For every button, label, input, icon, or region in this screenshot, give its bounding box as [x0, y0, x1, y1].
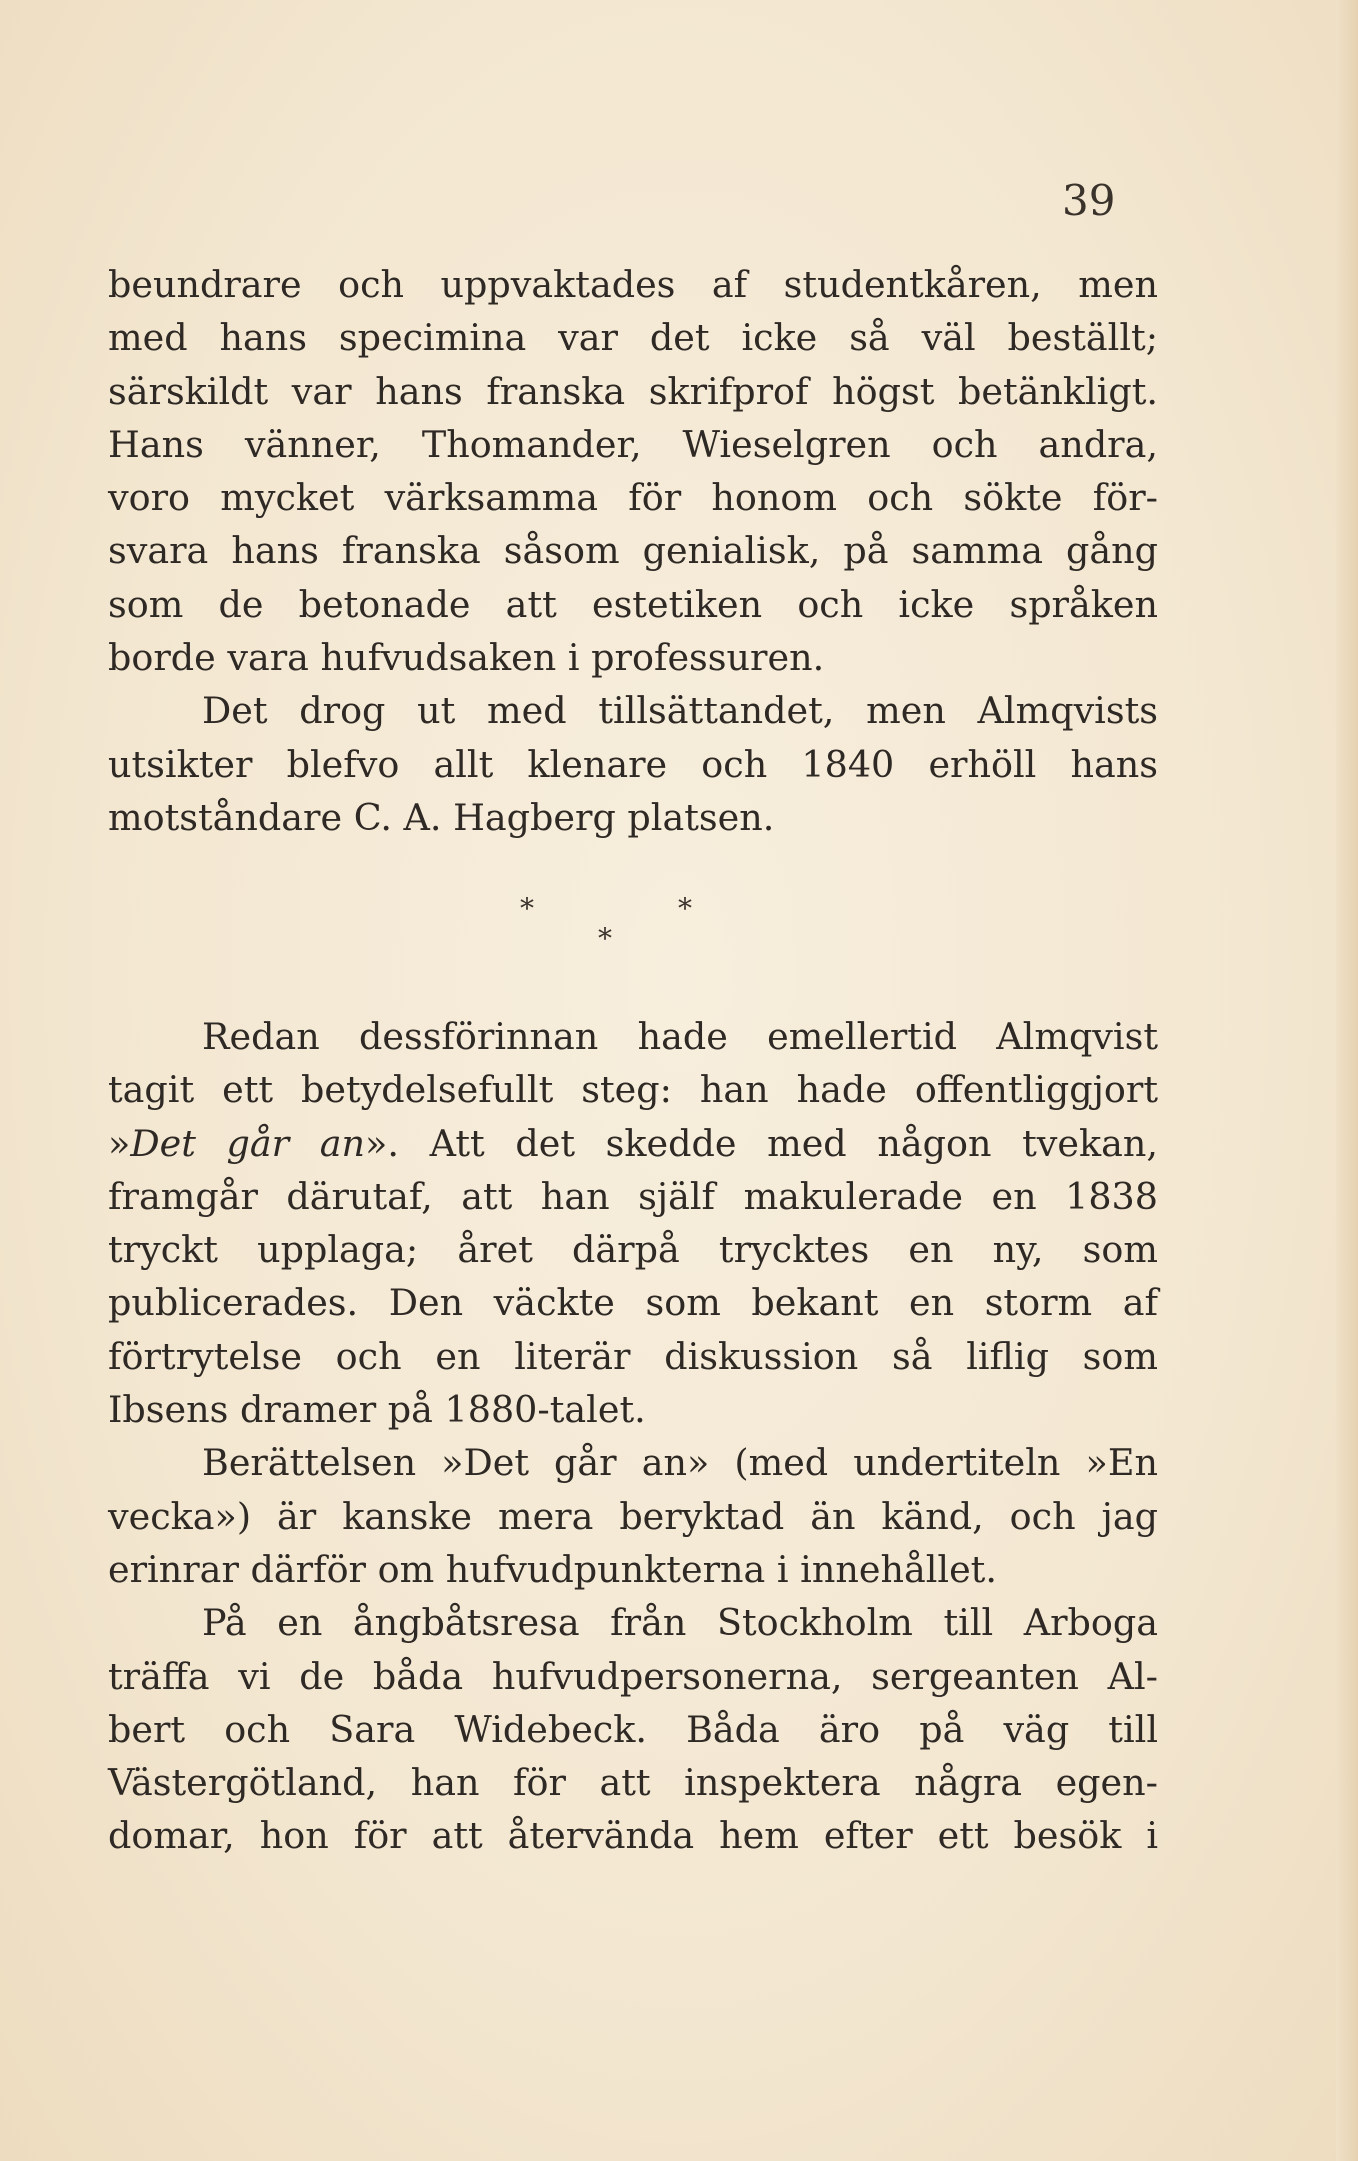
asterisk-ornament: * — [678, 892, 692, 925]
text-line: voro mycket värksamma för honom och sökte för- — [108, 476, 1158, 520]
text-line: träffa vi de båda hufvudpersonerna, sergeanten Al- — [108, 1654, 1158, 1698]
text-line: Berättelsen »Det går an» (med undertiteln »En — [202, 1441, 1158, 1485]
text-block-top — [108, 258, 1158, 844]
text-line — [108, 1117, 1158, 1170]
section-separator — [520, 892, 750, 972]
quote-close: ». — [365, 1121, 399, 1165]
text-line: På en ångbåtsresa från Stockholm till Arboga — [202, 1601, 1158, 1645]
text-line: Västergötland, han för att inspektera några egen- — [108, 1761, 1158, 1805]
text-line: Redan dessförinnan hade emellertid Almqvist — [202, 1015, 1158, 1058]
quote-open: » — [108, 1121, 131, 1165]
text-line: framgår därutaf, att han själf makulerade en 1838 — [108, 1174, 1158, 1218]
asterisk-ornament: * — [598, 922, 612, 955]
page-edge — [1336, 0, 1358, 2161]
text-line: motståndare C. A. Hagberg platsen. — [108, 795, 775, 839]
text-line: beundrare och uppvaktades af studentkåren, men — [108, 263, 1158, 306]
text-line: tagit ett betydelsefullt steg: han hade offentliggjort — [108, 1068, 1158, 1112]
book-title-italic: Det går an — [130, 1121, 366, 1165]
text-line: som de betonade att estetiken och icke språken — [108, 582, 1158, 626]
text-line: publicerades. Den väckte som bekant en storm af — [108, 1281, 1158, 1325]
asterisk-ornament: * — [520, 892, 534, 925]
text-line: erinrar därför om hufvudpunkterna i innehållet. — [108, 1547, 997, 1591]
paragraph-1 — [108, 258, 1158, 684]
text-line: förtrytelse och en literär diskussion så liflig som — [108, 1334, 1158, 1378]
text-line: utsikter blefvo allt klenare och 1840 erhöll hans — [108, 742, 1158, 786]
text-line: tryckt upplaga; året därpå trycktes en ny, som — [108, 1228, 1158, 1272]
text-line: domar, hon för att återvända hem efter ett besök i — [108, 1814, 1158, 1858]
text-line: Hans vänner, Thomander, Wieselgren och andra, — [108, 422, 1158, 466]
paragraph-5 — [108, 1596, 1158, 1862]
text-line: bert och Sara Widebeck. Båda äro på väg till — [108, 1707, 1158, 1751]
text-line: vecka») är kanske mera beryktad än känd, och jag — [108, 1494, 1158, 1538]
text-line: med hans specimina var det icke så väl beställt; — [108, 316, 1158, 360]
paragraph-4 — [108, 1436, 1158, 1596]
text-line: Ibsens dramer på 1880-talet. — [108, 1388, 646, 1432]
text-line: borde vara hufvudsaken i professuren. — [108, 636, 825, 680]
text-line: särskildt var hans franska skrifprof högst betänkligt. — [108, 369, 1158, 413]
text-line: Det drog ut med tillsättandet, men Almqvists — [202, 689, 1158, 733]
page-number: 39 — [1062, 176, 1116, 225]
paragraph-2 — [108, 684, 1158, 844]
text-line: svara hans franska såsom genialisk, på samma gång — [108, 529, 1158, 573]
paragraph-3 — [108, 1010, 1158, 1436]
text-line-rest: Att det skedde med någon tvekan, — [398, 1121, 1158, 1165]
text-block-bottom — [108, 1010, 1158, 1863]
